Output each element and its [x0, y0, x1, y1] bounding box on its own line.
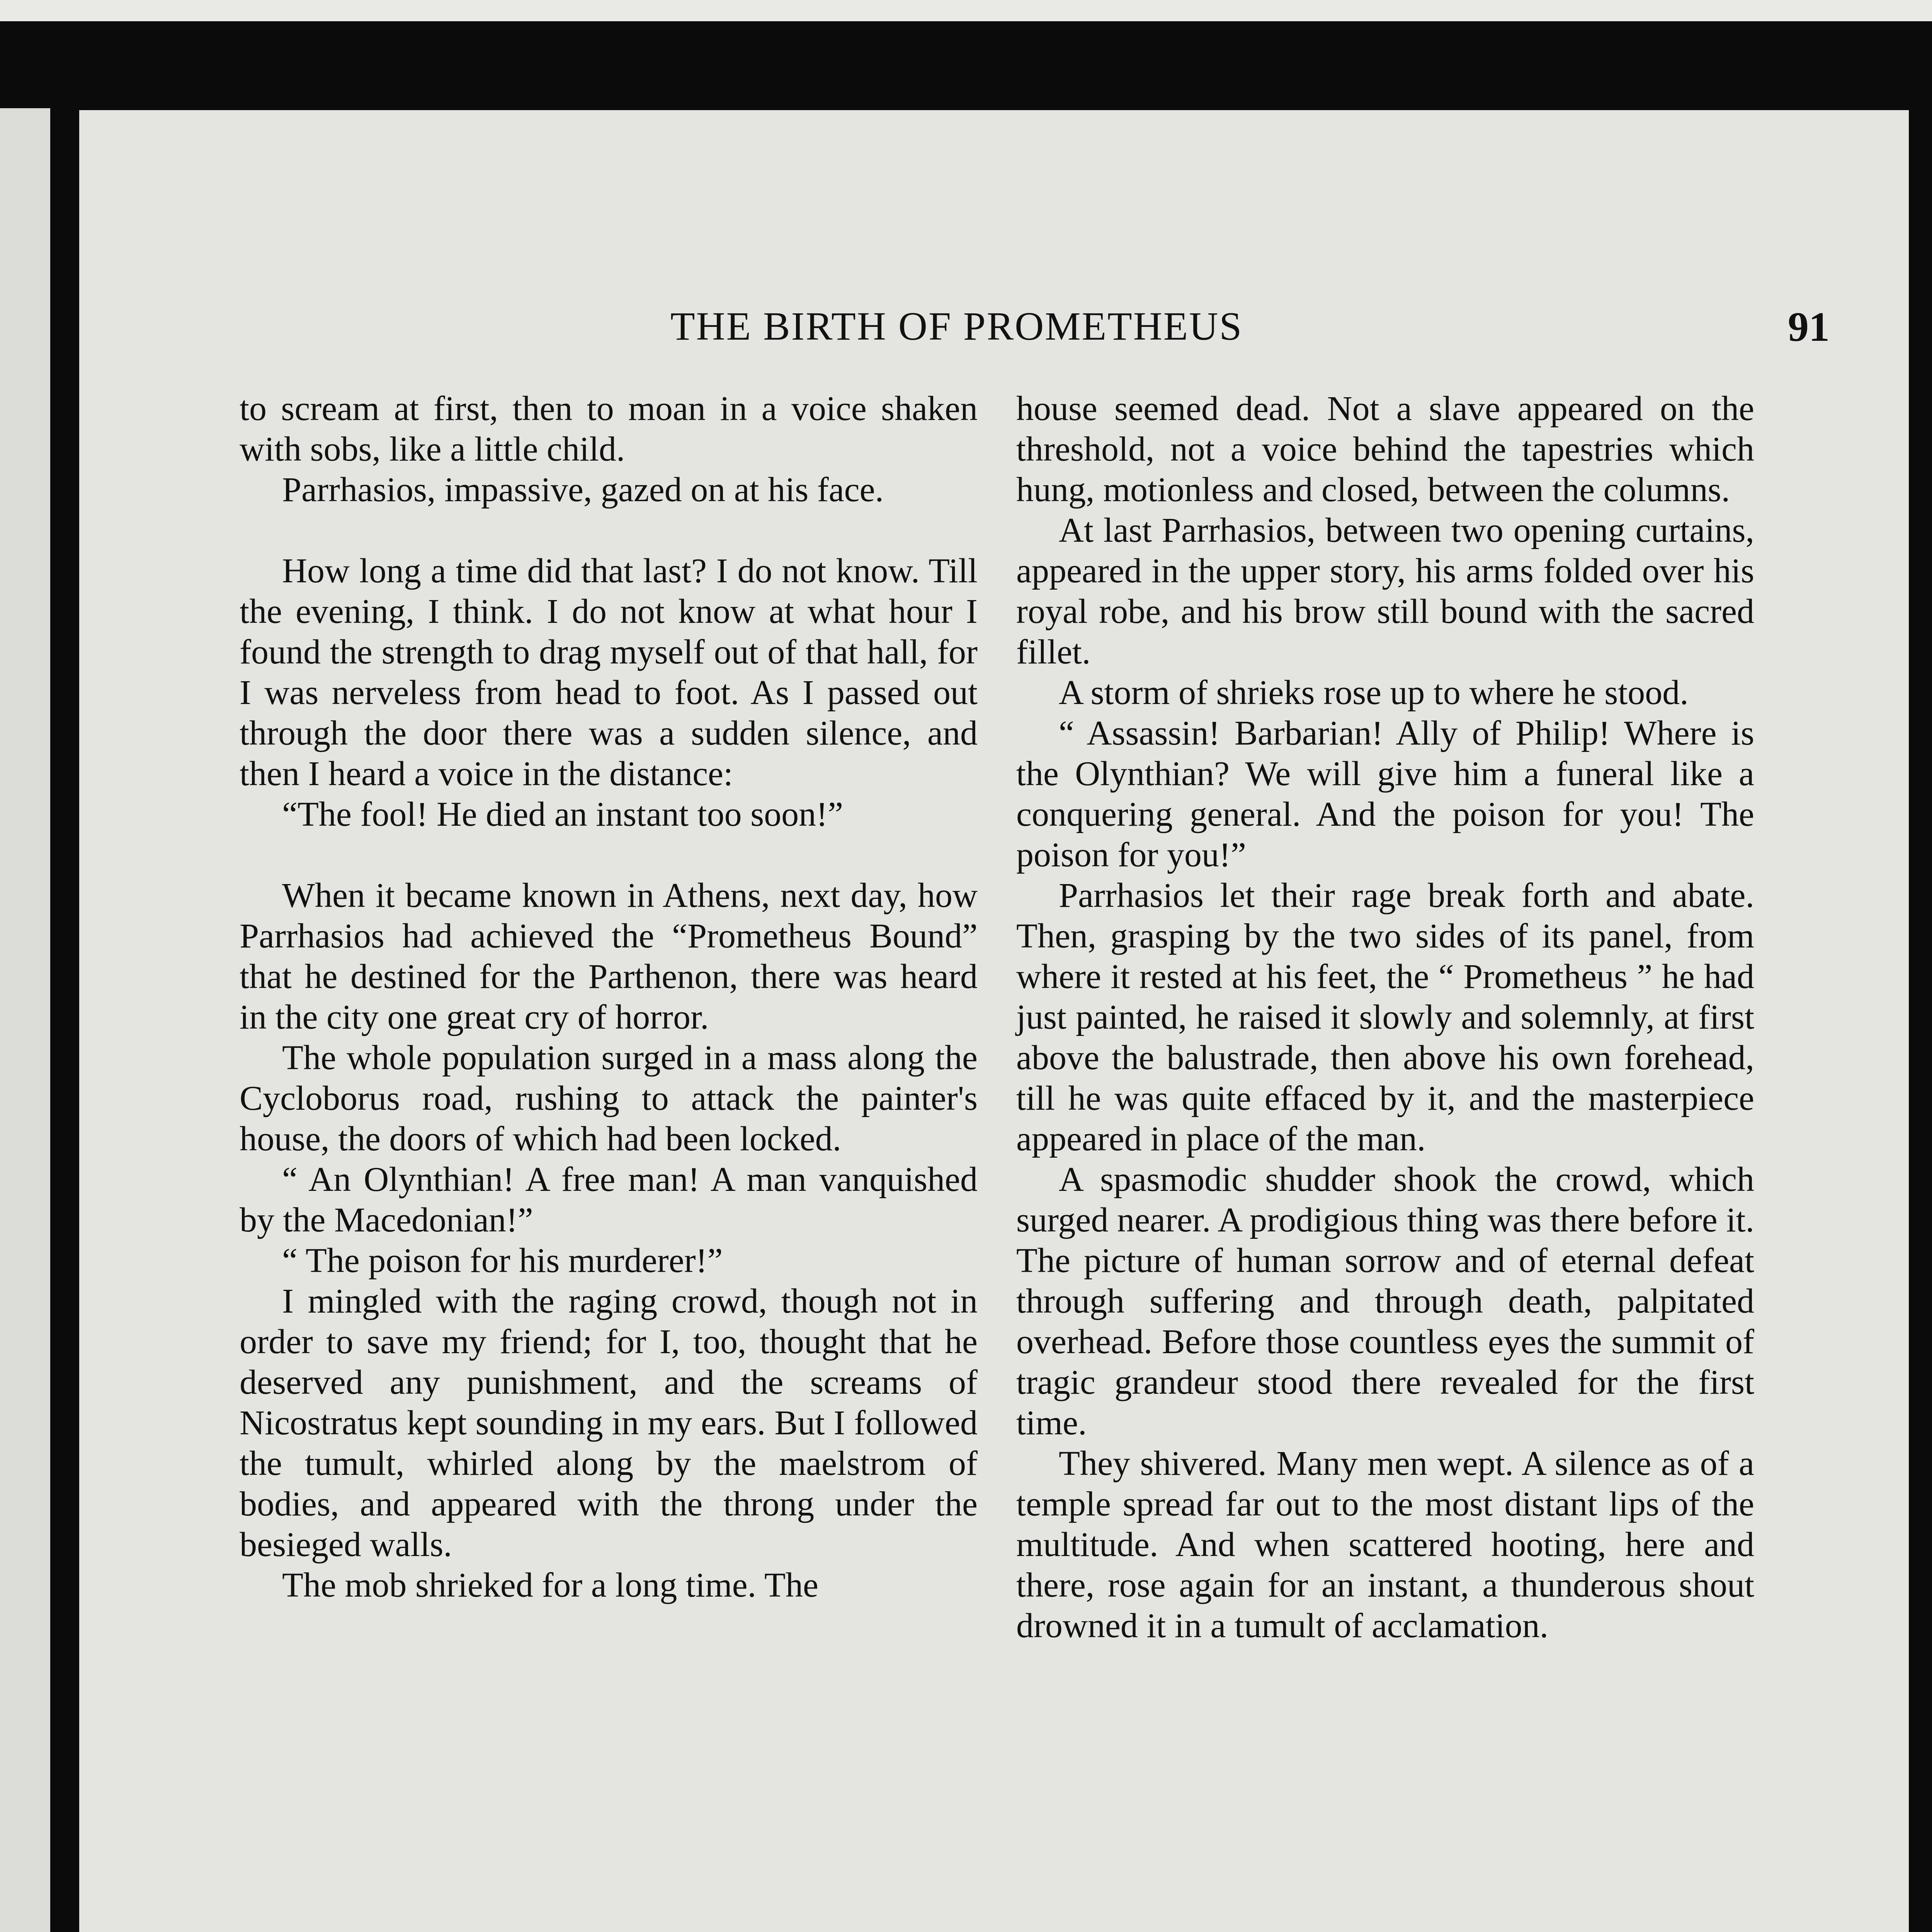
paragraph: “ Assassin! Barbarian! Ally of Philip! Where is the Olynthian? We will give him a funeral like a conquering general. And the poison for you! The poison for you!” — [1016, 714, 1754, 874]
running-title: THE BIRTH OF PROMETHEUS — [670, 304, 1243, 349]
paragraph: When it became known in Athens, next day, how Parrhasios had achieved the “Prometheus Bound” that he destined for the Parthenon, there was heard in the city one great cry of horror. — [240, 876, 978, 1036]
paragraph: “The fool! He died an instant too soon!” — [282, 795, 844, 833]
paragraph: A spasmodic shudder shook the crowd, which surged nearer. A prodigious thing was there before it. The picture of human sorrow and of eternal defeat through suffering and through death, palpitated overhead. Before those countless eyes the summit of tragic grandeur stood there revealed for the first time. — [1016, 1160, 1754, 1442]
section-break — [240, 835, 978, 875]
scan-top-margin — [0, 0, 1932, 21]
paragraph: A storm of shrieks rose up to where he stood. — [1059, 673, 1689, 712]
paragraph: house seemed dead. Not a slave appeared on the threshold, not a voice behind the tapestries which hung, motionless and closed, between the columns. — [1016, 389, 1754, 509]
paragraph: to scream at first, then to moan in a voice shaken with sobs, like a little child. — [240, 389, 978, 468]
facing-page-edge — [0, 108, 50, 1932]
paragraph: The whole population surged in a mass along the Cycloborus road, rushing to attack the painter's house, the doors of which had been locked. — [240, 1039, 978, 1158]
magazine-page — [79, 110, 1909, 1932]
paragraph: Parrhasios let their rage break forth and abate. Then, grasping by the two sides of its panel, from where it rested at his feet, the “ Prometheus ” he had just painted, he raised it slowly and solemnly, at first above the balustrade, then above his own forehead, till he was quite effaced by it, and the masterpiece appeared in place of the man. — [1016, 876, 1754, 1158]
paragraph: The mob shrieked for a long time. The — [282, 1566, 818, 1604]
paragraph: I mingled with the raging crowd, though not in order to save my friend; for I, too, thought that he deserved any punishment, and the screams of Nicostratus kept sounding in my ears. But I followed the tumult, whirled along by the maelstrom of bodies, and appeared with the throng under the besieged walls. — [240, 1282, 978, 1564]
paragraph: How long a time did that last? I do not know. Till the evening, I think. I do not know at what hour I found the strength to drag myself out of that hall, for I was nerveless from head to foot. As I passed out through the door there was a sudden silence, and then I heard a voice in the distance: — [240, 552, 978, 793]
paragraph: At last Parrhasios, between two opening curtains, appeared in the upper story, his arms folded over his royal robe, and his brow still bound with the sacred fillet. — [1016, 511, 1754, 671]
paragraph: “ An Olynthian! A free man! A man vanquished by the Macedonian!” — [240, 1160, 978, 1239]
page-number: 91 — [1788, 304, 1830, 350]
right-column — [1016, 388, 1754, 1646]
paragraph: “ The poison for his murderer!” — [282, 1242, 723, 1280]
paragraph: Parrhasios, impassive, gazed on at his face. — [282, 471, 884, 509]
paragraph: They shivered. Many men wept. A silence as of a temple spread far out to the most distant lips of the multitude. And when scattered hooting, here and there, rose again for an instant, a thunderous shout drowned it in a tumult of acclamation. — [1016, 1444, 1754, 1645]
section-break — [240, 510, 978, 551]
left-column — [240, 388, 978, 1605]
running-header — [670, 303, 1830, 365]
